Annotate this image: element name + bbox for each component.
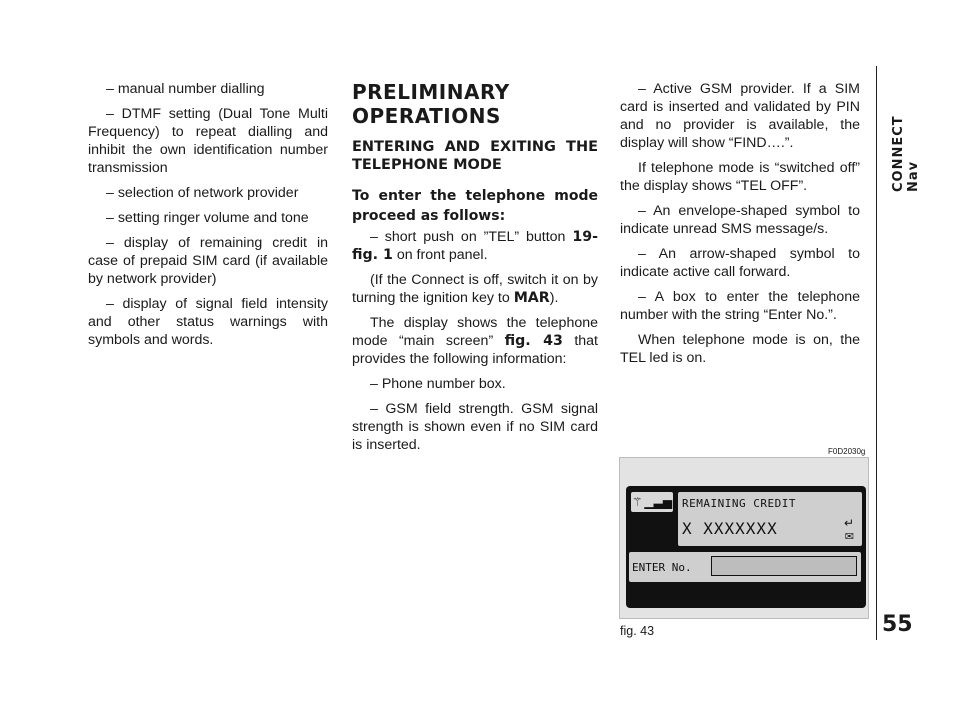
margin-rule	[876, 66, 877, 640]
text-run: on front panel.	[392, 247, 488, 263]
list-item: – setting ringer volume and tone	[106, 210, 309, 226]
list-item: – selection of network provider	[106, 185, 299, 201]
figure-reference: fig. 43	[504, 333, 563, 349]
paragraph: – GSM field strength. GSM signal strength is shown even if no SIM card is inserted.	[352, 401, 598, 453]
list-item: – manual number dialling	[106, 81, 265, 97]
figure-code: F0D2030g	[828, 447, 866, 456]
list-item: – An envelope-shaped symbol to indicate unread SMS message/s.	[620, 203, 860, 237]
column-right	[620, 80, 860, 374]
paragraph	[352, 271, 598, 307]
number-panel	[629, 552, 861, 582]
text-run: (If the Connect is off, switch it on by turning the ignition key to	[352, 272, 598, 306]
text-run: ).	[549, 290, 559, 306]
credit-value: X XXXXXXX	[682, 519, 778, 538]
paragraph: – Phone number box.	[370, 376, 506, 392]
paragraph	[352, 228, 598, 264]
call-forward-arrow-icon: ↵	[843, 516, 854, 530]
page-number: 55	[882, 612, 913, 637]
section-heading-line2: OPERATIONS	[352, 104, 501, 128]
figure-reference: 19-fig. 1	[352, 229, 598, 263]
list-item: – A box to enter the telephone number with the string “Enter No.”.	[620, 289, 860, 323]
subsection-heading: ENTERING AND EXITING THE TELEPHONE MODE	[352, 139, 598, 173]
antenna-icon: ⚚	[631, 495, 643, 509]
credit-panel	[678, 492, 862, 546]
text-run: – short push on ”TEL” button	[370, 229, 573, 245]
number-label: ENTER No.	[632, 561, 692, 574]
section-heading-line1: PRELIMINARY	[352, 80, 510, 104]
list-item: – Active GSM provider. If a SIM card is inserted and validated by PIN and no provider is available, the display will show “FIND….”.	[620, 81, 860, 151]
instruction-heading: To enter the telephone mode proceed as follows:	[352, 188, 598, 224]
signal-strength-icon: ▁▃▅	[644, 495, 673, 509]
envelope-icon: ✉	[844, 531, 854, 543]
status-icon-box	[631, 492, 673, 512]
list-item: – display of signal field intensity and other status warnings with symbols and words.	[88, 296, 328, 348]
column-left	[88, 80, 328, 356]
list-item: When telephone mode is on, the TEL led is on.	[620, 332, 860, 366]
list-item: If telephone mode is “switched off” the display shows “TEL OFF”.	[620, 160, 860, 194]
text-run: that provides the following information:	[352, 333, 599, 367]
column-middle	[352, 80, 598, 461]
list-item: – An arrow-shaped symbol to indicate active call forward.	[620, 246, 860, 280]
list-item: – display of remaining credit in case of prepaid SIM card (if available by network provider)	[88, 235, 328, 287]
section-heading	[352, 80, 598, 128]
credit-label: REMAINING CREDIT	[682, 497, 796, 510]
lcd-screen	[626, 486, 866, 608]
number-input-box	[711, 556, 857, 576]
section-title: CONNECT Nav	[891, 115, 921, 192]
text-run: The display shows the telephone mode “main screen”	[352, 315, 598, 349]
display-figure	[619, 457, 869, 619]
list-item: – DTMF setting (Dual Tone Multi Frequency) to repeat dialling and inhibit the own identification number transmission	[88, 106, 328, 176]
figure-caption: fig. 43	[620, 624, 655, 638]
paragraph	[352, 314, 598, 368]
key-position: MAR	[513, 290, 550, 306]
